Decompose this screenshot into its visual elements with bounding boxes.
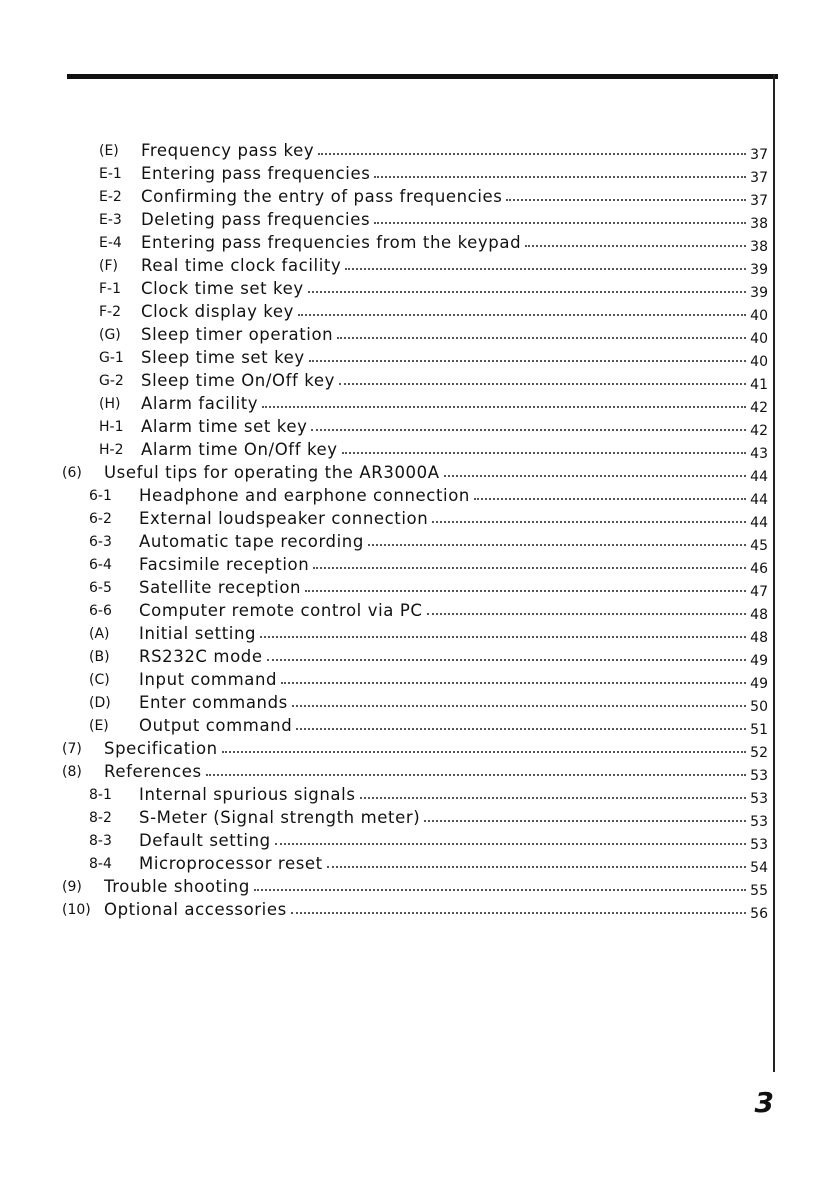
toc-entry[interactable] xyxy=(62,738,768,761)
toc-entry-title: S-Meter (Signal strength meter) xyxy=(139,808,421,827)
toc-entry-page: 55 xyxy=(750,883,768,899)
toc-entry-page: 38 xyxy=(750,239,768,255)
toc-entry-title: Output command xyxy=(139,716,293,735)
dot-leader xyxy=(281,681,746,684)
dot-leader xyxy=(262,405,746,408)
toc-entry-title: Alarm time On/Off key xyxy=(141,440,338,459)
toc-entry-number: E-2 xyxy=(99,189,122,205)
toc-entry-number: F-1 xyxy=(99,281,122,297)
dot-leader xyxy=(254,888,746,891)
toc-entry[interactable] xyxy=(62,370,768,393)
toc-entry-number: 6-4 xyxy=(89,557,112,573)
toc-entry-number: F-2 xyxy=(99,304,122,320)
dot-leader xyxy=(305,589,746,592)
dot-leader xyxy=(318,152,746,155)
dot-leader xyxy=(292,704,746,707)
toc-entry[interactable] xyxy=(62,669,768,692)
toc-entry[interactable] xyxy=(62,692,768,715)
toc-entry[interactable] xyxy=(62,577,768,600)
toc-entry-page: 56 xyxy=(750,906,768,922)
dot-leader xyxy=(427,612,747,615)
toc-entry-title: Headphone and earphone connection xyxy=(139,486,470,505)
toc-entry[interactable] xyxy=(62,416,768,439)
toc-entry-title: Real time clock facility xyxy=(141,256,342,275)
toc-entry-title: Clock time set key xyxy=(141,279,304,298)
toc-entry-page: 51 xyxy=(750,722,768,738)
toc-entry-title: Sleep timer operation xyxy=(141,325,334,344)
toc-entry-number: (9) xyxy=(62,879,82,895)
toc-entry-title: Clock display key xyxy=(141,302,294,321)
toc-entry-title: Internal spurious signals xyxy=(139,785,356,804)
dot-leader xyxy=(260,635,746,638)
toc-entry-title: Computer remote control via PC xyxy=(139,601,423,620)
toc-entry-title: Deleting pass frequencies xyxy=(141,210,371,229)
toc-entry-title: Facsimile reception xyxy=(139,555,310,574)
toc-entry-page: 48 xyxy=(750,630,768,646)
toc-entry-page: 37 xyxy=(750,170,768,186)
toc-entry-title: Entering pass frequencies from the keypad xyxy=(141,233,522,252)
toc-entry-number: 6-5 xyxy=(89,580,112,596)
dot-leader xyxy=(345,267,746,270)
dot-leader xyxy=(267,658,746,661)
toc-entry-page: 40 xyxy=(750,308,768,324)
toc-entry-page: 53 xyxy=(750,837,768,853)
toc-entry-title: Sleep time set key xyxy=(141,348,305,367)
toc-entry[interactable] xyxy=(62,209,768,232)
dot-leader xyxy=(374,221,746,224)
dot-leader xyxy=(374,175,746,178)
toc-entry-title: Automatic tape recording xyxy=(139,532,364,551)
dot-leader xyxy=(327,865,746,868)
toc-entry-number: 6-3 xyxy=(89,534,112,550)
toc-entry[interactable] xyxy=(62,623,768,646)
dot-leader xyxy=(506,198,746,201)
toc-entry-page: 41 xyxy=(750,377,768,393)
toc-entry[interactable] xyxy=(62,807,768,830)
toc-entry-page: 49 xyxy=(750,653,768,669)
toc-entry-title: Sleep time On/Off key xyxy=(141,371,335,390)
toc-entry-title: Specification xyxy=(104,739,218,758)
toc-entry-number: (E) xyxy=(89,718,109,734)
right-margin-rule xyxy=(773,74,775,1072)
toc-entry-page: 42 xyxy=(750,423,768,439)
toc-entry[interactable] xyxy=(62,462,768,485)
toc-entry-number: (F) xyxy=(99,258,118,274)
toc-entry[interactable] xyxy=(62,715,768,738)
toc-entry-page: 53 xyxy=(750,768,768,784)
toc-entry-title: Trouble shooting xyxy=(104,877,250,896)
toc-entry-number: 6-2 xyxy=(89,511,112,527)
dot-leader xyxy=(313,566,746,569)
toc-entry[interactable] xyxy=(62,853,768,876)
toc-entry-page: 44 xyxy=(750,469,768,485)
toc-entry[interactable] xyxy=(62,876,768,899)
toc-entry-title: References xyxy=(104,762,202,781)
toc-entry[interactable] xyxy=(62,393,768,416)
dot-leader xyxy=(291,911,746,914)
toc-entry-title: Initial setting xyxy=(139,624,257,643)
toc-entry[interactable] xyxy=(62,439,768,462)
toc-entry-page: 39 xyxy=(750,262,768,278)
toc-entry-number: E-1 xyxy=(99,166,122,182)
toc-entry[interactable] xyxy=(62,646,768,669)
dot-leader xyxy=(432,520,746,523)
toc-entry-page: 49 xyxy=(750,676,768,692)
toc-entry-title: Useful tips for operating the AR3000A xyxy=(104,463,440,482)
toc-entry[interactable] xyxy=(62,508,768,531)
toc-entry-page: 44 xyxy=(750,515,768,531)
toc-entry-number: 8-4 xyxy=(89,856,112,872)
toc-entry-page: 43 xyxy=(750,446,768,462)
toc-entry-number: (6) xyxy=(62,465,82,481)
toc-entry-title: Alarm facility xyxy=(141,394,259,413)
toc-entry-number: (D) xyxy=(89,695,111,711)
toc-entry-page: 54 xyxy=(750,860,768,876)
dot-leader xyxy=(339,382,746,385)
toc-entry-number: (8) xyxy=(62,764,82,780)
toc-entry-number: (E) xyxy=(99,143,119,159)
toc-entry[interactable] xyxy=(62,600,768,623)
toc-entry[interactable] xyxy=(62,232,768,255)
toc-entry-page: 46 xyxy=(750,561,768,577)
toc-entry-number: E-3 xyxy=(99,212,122,228)
toc-entry-number: G-1 xyxy=(99,350,124,366)
toc-entry-title: Frequency pass key xyxy=(141,141,315,160)
dot-leader xyxy=(275,842,746,845)
toc-entry-title: Satellite reception xyxy=(139,578,302,597)
toc-entry-number: 6-6 xyxy=(89,603,112,619)
toc-entry-number: (A) xyxy=(89,626,110,642)
toc-entry-page: 40 xyxy=(750,331,768,347)
dot-leader xyxy=(298,313,746,316)
toc-entry-page: 47 xyxy=(750,584,768,600)
toc-entry-title: Optional accessories xyxy=(104,900,287,919)
toc-entry-page: 40 xyxy=(750,354,768,370)
toc-entry-page: 53 xyxy=(750,814,768,830)
toc-entry-title: Confirming the entry of pass frequencies xyxy=(141,187,503,206)
toc-entry[interactable] xyxy=(62,163,768,186)
dot-leader xyxy=(296,727,746,730)
toc-entry[interactable] xyxy=(62,554,768,577)
toc-entry[interactable] xyxy=(62,531,768,554)
toc-entry-title: Alarm time set key xyxy=(141,417,308,436)
dot-leader xyxy=(474,497,746,500)
toc-entry-title: External loudspeaker connection xyxy=(139,509,429,528)
dot-leader xyxy=(206,773,746,776)
toc-entry-number: 8-3 xyxy=(89,833,112,849)
dot-leader xyxy=(311,428,746,431)
toc-entry-number: 8-2 xyxy=(89,810,112,826)
dot-leader xyxy=(309,359,746,362)
toc-entry-page: 48 xyxy=(750,607,768,623)
toc-entry-number: H-2 xyxy=(99,442,124,458)
toc-entry-page: 53 xyxy=(750,791,768,807)
dot-leader xyxy=(342,451,746,454)
toc-entry-title: Input command xyxy=(139,670,278,689)
toc-entry-number: (7) xyxy=(62,741,82,757)
toc-entry-title: Default setting xyxy=(139,831,271,850)
dot-leader xyxy=(368,543,746,546)
toc-entry-title: Entering pass frequencies xyxy=(141,164,371,183)
toc-entry[interactable] xyxy=(62,278,768,301)
dot-leader xyxy=(525,244,746,247)
toc-entry-number: G-2 xyxy=(99,373,124,389)
toc-entry-number: E-4 xyxy=(99,235,122,251)
toc-entry-page: 42 xyxy=(750,400,768,416)
toc-entry-page: 45 xyxy=(750,538,768,554)
toc-entry-page: 37 xyxy=(750,147,768,163)
toc-entry[interactable] xyxy=(62,899,768,922)
toc-entry[interactable] xyxy=(62,255,768,278)
toc-entry[interactable] xyxy=(62,301,768,324)
toc-entry[interactable] xyxy=(62,761,768,784)
dot-leader xyxy=(308,290,746,293)
toc-entry-page: 39 xyxy=(750,285,768,301)
toc-entry[interactable] xyxy=(62,784,768,807)
dot-leader xyxy=(444,474,746,477)
toc-entry[interactable] xyxy=(62,485,768,508)
dot-leader xyxy=(360,796,746,799)
table-of-contents xyxy=(62,140,768,922)
toc-entry[interactable] xyxy=(62,830,768,853)
toc-entry-title: Microprocessor reset xyxy=(139,854,323,873)
dot-leader xyxy=(337,336,746,339)
toc-entry-number: 8-1 xyxy=(89,787,112,803)
toc-entry-number: (B) xyxy=(89,649,110,665)
toc-entry-number: (10) xyxy=(62,902,91,918)
toc-entry-page: 37 xyxy=(750,193,768,209)
dot-leader xyxy=(424,819,746,822)
toc-entry-title: RS232C mode xyxy=(139,647,263,666)
toc-entry[interactable] xyxy=(62,140,768,163)
dot-leader xyxy=(222,750,746,753)
toc-entry-number: (G) xyxy=(99,327,121,343)
top-rule xyxy=(67,74,778,79)
toc-entry-page: 52 xyxy=(750,745,768,761)
toc-entry-number: (C) xyxy=(89,672,110,688)
toc-entry[interactable] xyxy=(62,347,768,370)
toc-entry-number: 6-1 xyxy=(89,488,112,504)
toc-entry[interactable] xyxy=(62,186,768,209)
toc-entry-number: (H) xyxy=(99,396,121,412)
toc-entry-title: Enter commands xyxy=(139,693,288,712)
toc-entry[interactable] xyxy=(62,324,768,347)
toc-entry-page: 44 xyxy=(750,492,768,508)
page-number: 3 xyxy=(754,1086,774,1119)
toc-entry-page: 50 xyxy=(750,699,768,715)
toc-entry-page: 38 xyxy=(750,216,768,232)
toc-entry-number: H-1 xyxy=(99,419,124,435)
